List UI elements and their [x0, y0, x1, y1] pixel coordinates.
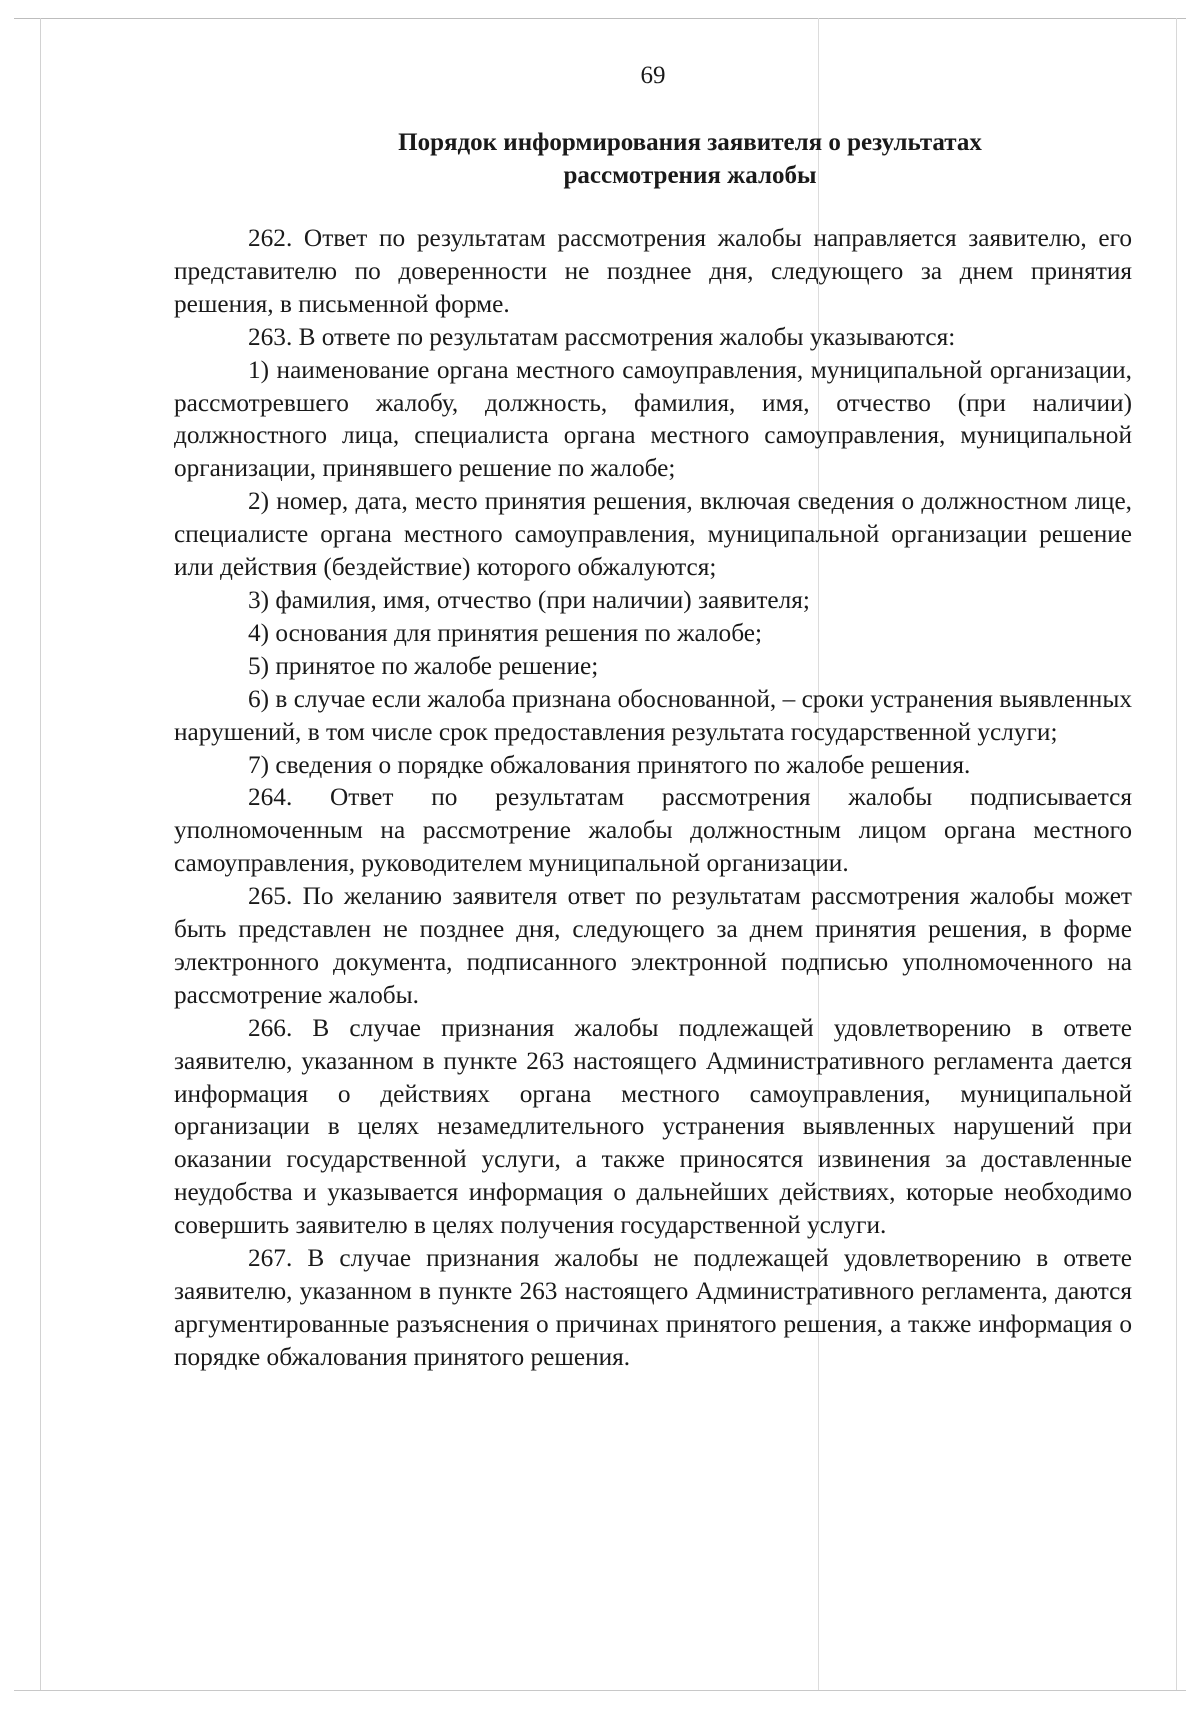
- list-item-2: 2) номер, дата, место принятия решения, включая сведения о должностном лице, специалисте органа местного самоуправления, муниципальной организации решение или действия (бездействие) которого обжалуются;: [174, 487, 1132, 582]
- scan-border-right: [1176, 18, 1177, 1690]
- heading-line-1: Порядок информирования заявителя о результатах: [398, 129, 982, 156]
- document-body: [174, 222, 1132, 1374]
- scan-border-top: [14, 18, 1186, 19]
- paragraph-267: 267. В случае признания жалобы не подлежащей удовлетворению в ответе заявителю, указанном в пункте 263 настоящего Административного регламента, даются аргументированные разъяснения о причинах принятого решения, а также информация о порядке обжалования принятого решения.: [174, 1244, 1132, 1371]
- paragraph-264: 264. Ответ по результатам рассмотрения жалобы подписывается уполномоченным на рассмотрение жалобы должностным лицом органа местного самоуправления, руководителем муниципальной организации.: [174, 783, 1132, 878]
- heading-line-2: рассмотрения жалобы: [563, 162, 817, 189]
- paragraph-263: 263. В ответе по результатам рассмотрения жалобы указываются:: [248, 322, 956, 351]
- scan-border-left: [40, 18, 41, 1690]
- list-item-7: 7) сведения о порядке обжалования принятого по жалобе решения.: [248, 750, 971, 779]
- paragraph-266: 266. В случае признания жалобы подлежащей удовлетворению в ответе заявителю, указанном в пункте 263 настоящего Административного регламента дается информация о действиях органа местного самоуправления, муниципальной организации в целях незамедлительного устранения выявленных нарушений при оказании государственной услуги, а также приносятся извинения за доставленные неудобства и указывается информация о дальнейших действиях, которые необходимо совершить заявителю в целях получения государственной услуги.: [174, 1013, 1132, 1240]
- list-item-3: 3) фамилия, имя, отчество (при наличии) заявителя;: [248, 585, 810, 614]
- list-item-4: 4) основания для принятия решения по жалобе;: [248, 618, 762, 647]
- scan-border-bottom: [14, 1690, 1186, 1691]
- page-number: 69: [640, 62, 666, 89]
- section-heading: [330, 126, 1050, 192]
- paragraph-262: 262. Ответ по результатам рассмотрения жалобы направляется заявителю, его представителю по доверенности не позднее дня, следующего за днем принятия решения, в письменной форме.: [174, 224, 1132, 318]
- list-item-5: 5) принятое по жалобе решение;: [248, 651, 599, 680]
- list-item-6: 6) в случае если жалоба признана обоснованной, – сроки устранения выявленных нарушений, в том числе срок предоставления результата государственной услуги;: [174, 684, 1132, 746]
- list-item-1: 1) наименование органа местного самоуправления, муниципальной организации, рассмотревшего жалобу, должность, фамилия, имя, отчество (при наличии) должностного лица, специалиста органа местного самоуправления, муниципальной организации, принявшего решение по жалобе;: [174, 355, 1132, 483]
- paragraph-265: 265. По желанию заявителя ответ по результатам рассмотрения жалобы может быть представлен не позднее дня, следующего за днем принятия решения, в форме электронного документа, подписанного электронной подписью уполномоченного на рассмотрение жалобы.: [174, 882, 1132, 1009]
